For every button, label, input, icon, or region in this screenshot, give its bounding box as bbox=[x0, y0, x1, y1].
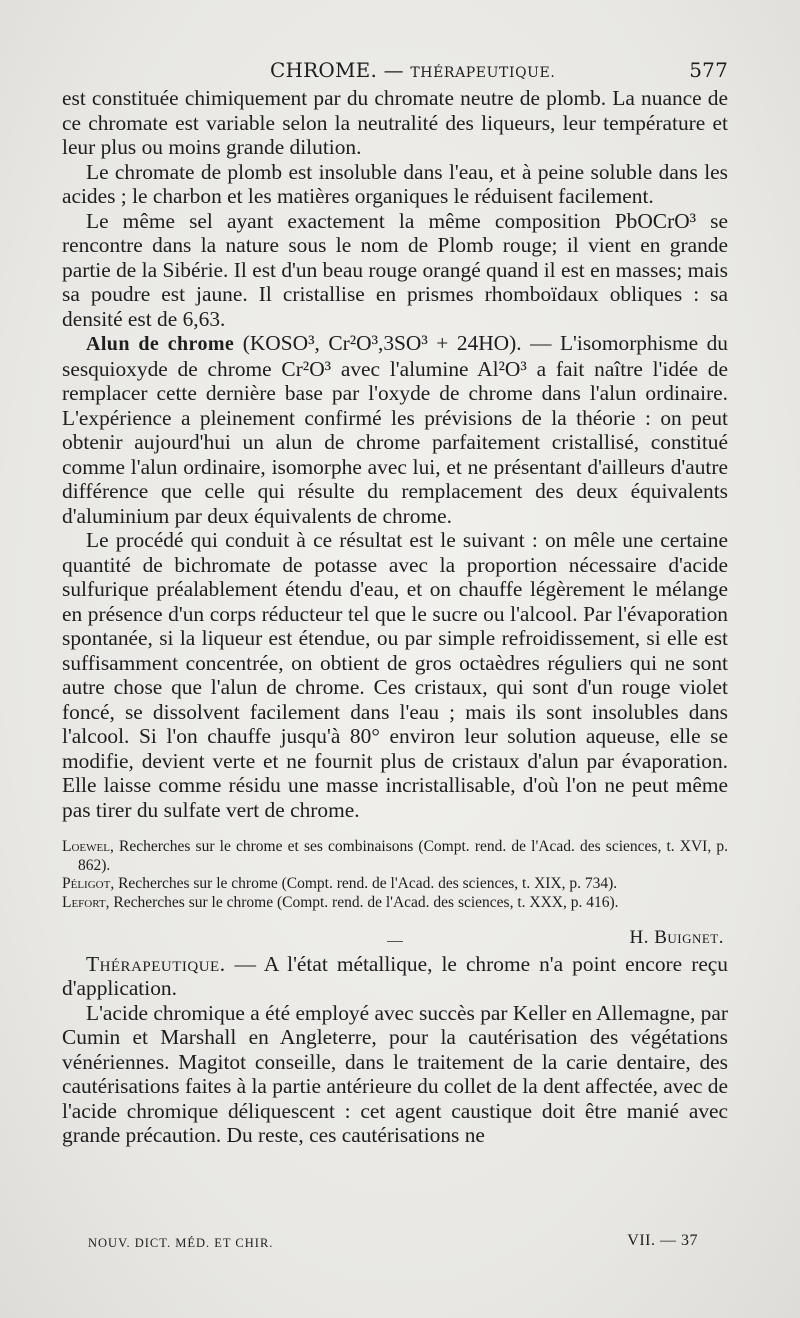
therapeutique-heading: Thérapeutique. bbox=[86, 951, 226, 976]
alun-heading: Alun de chrome bbox=[86, 333, 235, 355]
reference-text: Recherches sur le chrome (Compt. rend. de l'Acad. des sciences, t. XIX, p. 734). bbox=[114, 875, 618, 892]
alun-formula: (KOSO³, Cr²O³,3SO³ + 24HO). bbox=[242, 331, 522, 355]
paragraph-insolubility: Le chromate de plomb est insoluble dans l'eau, et à peine soluble dans les acides ; le charbon et les matières organiques le réduisent facilement. bbox=[62, 159, 728, 208]
author-signature bbox=[62, 926, 728, 951]
page-footer bbox=[88, 1232, 728, 1251]
paragraph-acide-chromique: L'acide chromique a été employé avec succès par Keller en Allemagne, par Cumin et Marshall en Angleterre, pour la cautérisation des végétations vénériennes. Magitot conseille, dans le traitement de la carie dentaire, des cautérisations faites à la partie antérieure du collet de la dent affectée, avec de l'acide chromique déliquescent : cet agent caustique doit être manié avec grande précaution. Du reste, ces cautérisations ne bbox=[62, 1000, 728, 1147]
body-text bbox=[62, 86, 728, 1148]
therapeutique-text: — A l'état métallique, le chrome n'a point encore reçu d'application. bbox=[62, 951, 728, 1000]
paragraph-plomb-rouge: Le même sel ayant exactement la même composition PbOCrO³ se rencontre dans la nature sous le nom de Plomb rouge; il vient en grande partie de la Sibérie. Il est d'un beau rouge orangé quand il est en masses; mais sa poudre est jaune. Il cristallise en prismes rhomboïdaux obliques : sa densité est de 6,63. bbox=[62, 208, 728, 331]
signature-text: H. Buignet. bbox=[629, 927, 724, 948]
reference-author: Péligot, bbox=[62, 875, 115, 892]
footer-left: NOUV. DICT. MÉD. ET CHIR. bbox=[88, 1236, 274, 1250]
header-section: THÉRAPEUTIQUE. bbox=[410, 65, 556, 81]
paragraph-continuation: est constituée chimiquement par du chromate neutre de plomb. La nuance de ce chromate est variable selon la neutralité des liqueurs, leur température et leur plus ou moins grande dilution. bbox=[62, 86, 728, 159]
reference-text: Recherches sur le chrome (Compt. rend. de l'Acad. des sciences, t. XXX, p. 416). bbox=[109, 893, 619, 911]
section-divider bbox=[387, 941, 403, 942]
alun-text: — L'isomorphisme du sesquioxyde de chrome Cr²O³ avec l'alumine Al²O³ a fait naître l'idée de remplacer cette dernière base par l'oxyde de chrome dans l'alun ordinaire. L'expérience a pleinement confirmé les prévisions de la théorie : on peut obtenir aujourd'hui un alun de chrome parfaitement cristallisé, constitué comme l'alun ordinaire, isomorphe avec lui, et ne présentant d'ailleurs d'autre différence que celle qui résulte du remplacement des deux équivalents d'aluminium par deux équivalents de chrome. bbox=[62, 331, 728, 528]
paragraph-therapeutique bbox=[62, 952, 728, 1001]
reference-item bbox=[62, 894, 728, 913]
reference-item bbox=[62, 838, 728, 875]
reference-item bbox=[62, 875, 728, 894]
paragraph-alun bbox=[62, 331, 728, 528]
header-title bbox=[270, 58, 555, 82]
paragraph-procede: Le procédé qui conduit à ce résultat est le suivant : on mêle une certaine quantité de bichromate de potasse avec la proportion nécessaire d'acide sulfurique préalablement étendu d'eau, et on chauffe légèrement le mélange en présence d'un corps réducteur tel que le sucre ou l'alcool. Par l'évaporation spontanée, si la liqueur est étendue, ou par simple refroidissement, si elle est suffisamment concentrée, on obtient de gros octaèdres réguliers qui ne sont autre chose que l'alun de chrome. Ces cristaux, qui sont d'un rouge violet foncé, se dissolvent facilement dans l'eau ; mais ils sont insolubles dans l'alcool. Si l'on chauffe jusqu'à 80° environ leur solution aqueuse, elle se modifie, devient verte et ne fournit plus de cristaux d'alun par évaporation. Elle laisse comme résidu une masse incristallisable, d'où l'on ne peut même pas tirer du sulfate vert de chrome. bbox=[62, 528, 728, 822]
references bbox=[62, 838, 728, 912]
reference-author: Lefort, bbox=[62, 893, 110, 911]
reference-text: Recherches sur le chrome et ses combinaisons (Compt. rend. de l'Acad. des sciences, t. XVI, p. 862). bbox=[78, 838, 728, 874]
reference-author: Loewel, bbox=[62, 838, 114, 855]
header-chapter: CHROME. — bbox=[270, 58, 404, 82]
page-number: 577 bbox=[689, 58, 728, 82]
footer-signature-mark: VII. — 37 bbox=[627, 1232, 698, 1249]
running-header bbox=[270, 58, 728, 82]
